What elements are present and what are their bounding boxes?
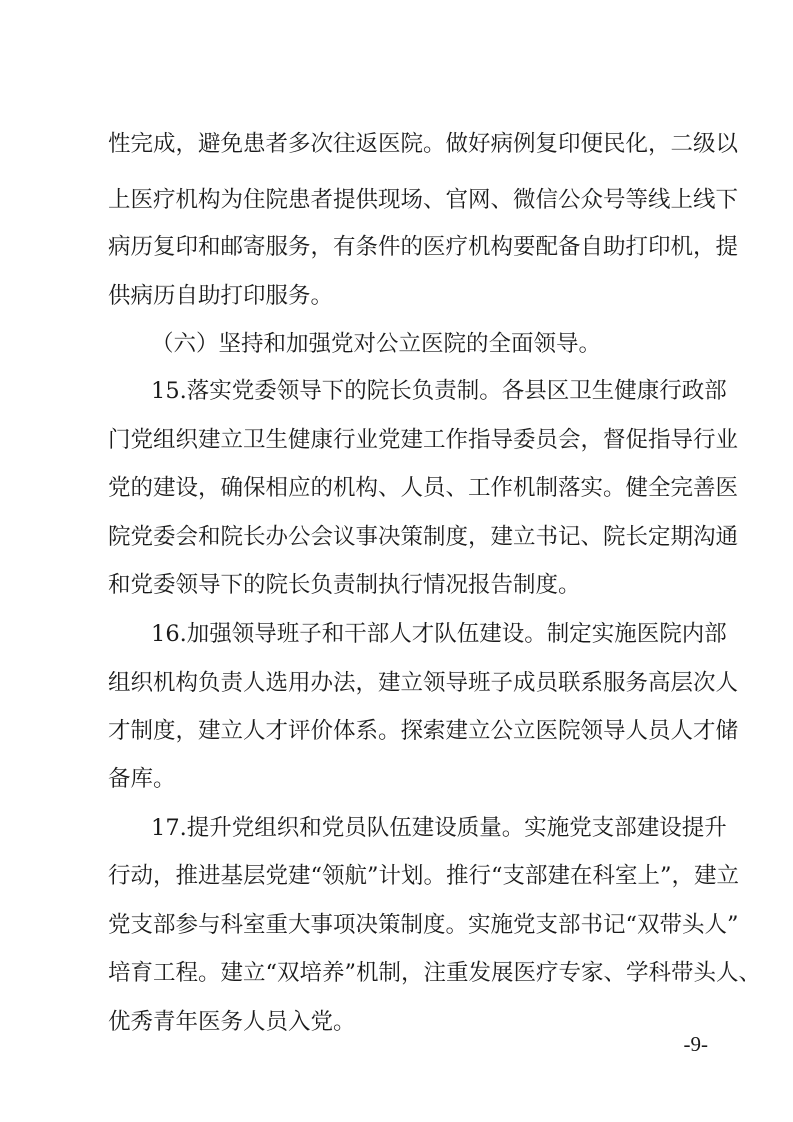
paragraph-line: 和党委领导下的院长负责制执行情况报告制度。 [108, 572, 581, 598]
paragraph-line: 17.提升党组织和党员队伍建设质量。实施党支部建设提升 [151, 815, 727, 841]
paragraph-line: 组织机构负责人选用办法，建立领导班子成员联系服务高层次人 [108, 670, 739, 696]
paragraph-line: 15.落实党委领导下的院长负责制。各县区卫生健康行政部 [151, 378, 727, 404]
paragraph-line: 党的建设，确保相应的机构、人员、工作机制落实。健全完善医 [108, 475, 739, 501]
section-heading: （六）坚持和加强党对公立医院的全面领导。 [151, 331, 602, 357]
paragraph-line: 优秀青年医务人员入党。 [108, 1009, 356, 1035]
paragraph-line: 供病历自助打印服务。 [108, 283, 334, 309]
paragraph-line: 备库。 [108, 766, 176, 792]
paragraph-line: 上医疗机构为住院患者提供现场、官网、微信公众号等线上线下 [108, 187, 739, 213]
paragraph-line: 才制度，建立人才评价体系。探索建立公立医院领导人员人才储 [108, 718, 739, 744]
paragraph-line: 培育工程。建立“双培养”机制，注重发展医疗专家、学科带头人、 [108, 960, 762, 986]
paragraph-line: 性完成，避免患者多次往返医院。做好病例复印便民化，二级以 [108, 131, 739, 157]
paragraph-line: 院党委会和院长办公会议事决策制度，建立书记、院长定期沟通 [108, 524, 739, 550]
paragraph-line: 行动，推进基层党建“领航”计划。推行“支部建在科室上”，建立 [108, 863, 740, 889]
paragraph-line: 病历复印和邮寄服务，有条件的医疗机构要配备自助打印机，提 [108, 234, 739, 260]
page-number: -9- [683, 1032, 708, 1056]
paragraph-line: 党支部参与科室重大事项决策制度。实施党支部书记“双带头人” [108, 912, 739, 938]
paragraph-line: 16.加强领导班子和干部人才队伍建设。制定实施医院内部 [151, 621, 727, 647]
paragraph-line: 门党组织建立卫生健康行业党建工作指导委员会，督促指导行业 [108, 427, 739, 453]
